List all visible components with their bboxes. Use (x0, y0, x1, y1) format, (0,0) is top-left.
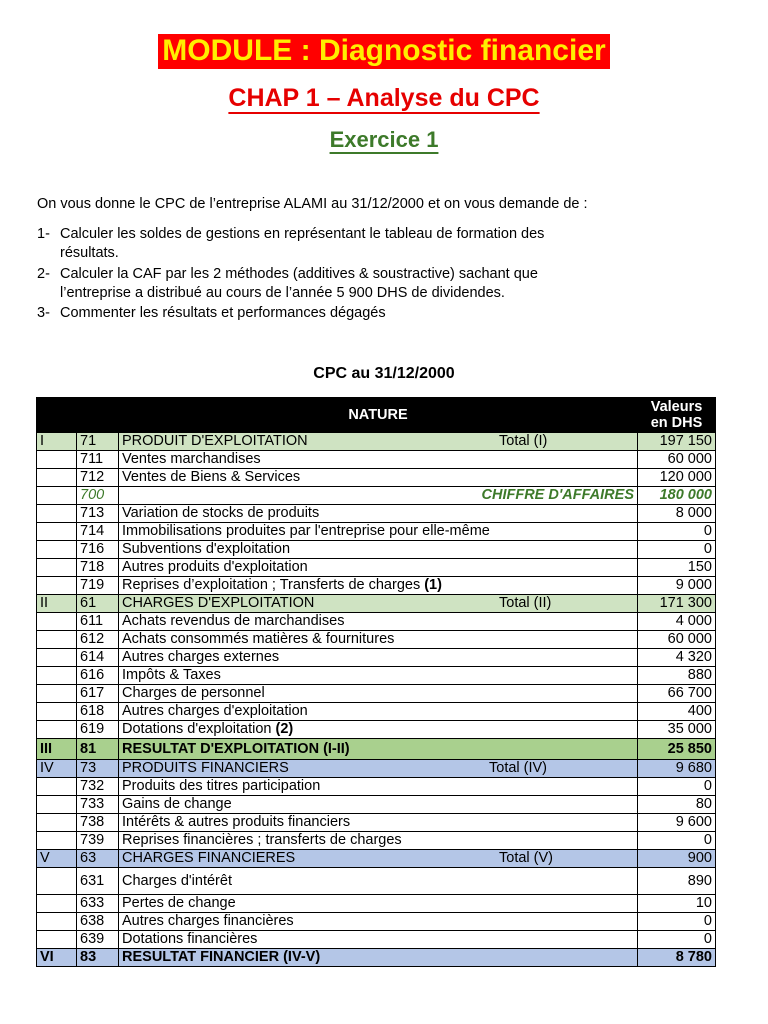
row-roman (37, 685, 77, 703)
row-value: 35 000 (638, 721, 716, 739)
row-code: 71 (77, 433, 119, 451)
page-title: MODULE : Diagnostic financier (158, 34, 609, 69)
row-code: 719 (77, 577, 119, 595)
row-value: 171 300 (638, 595, 716, 613)
table-row (37, 649, 716, 667)
row-roman (37, 541, 77, 559)
row-code: 700 (77, 487, 119, 505)
table-row (37, 832, 716, 850)
row-value: 9 600 (638, 814, 716, 832)
row-label: Autres charges d'exploitation (122, 703, 308, 719)
value-header: Valeurs en DHS (638, 398, 716, 433)
row-code: 714 (77, 523, 119, 541)
row-roman (37, 721, 77, 739)
table-row (37, 541, 716, 559)
row-label: Ventes de Biens & Services (122, 469, 301, 485)
row-label: RESULTAT FINANCIER (IV-V) (122, 949, 321, 965)
row-label: Variation de stocks de produits (122, 505, 320, 521)
row-label: Charges de personnel (122, 685, 265, 701)
row-label: Dotations financières (122, 931, 258, 947)
row-code: 611 (77, 613, 119, 631)
row-label: CHIFFRE D'AFFAIRES (481, 487, 634, 503)
row-value: 80 (638, 796, 716, 814)
row-roman (37, 832, 77, 850)
row-total-label: Total (I) (499, 433, 548, 449)
table-row (37, 469, 716, 487)
table-row (37, 685, 716, 703)
row-code: 712 (77, 469, 119, 487)
row-roman (37, 559, 77, 577)
row-code: 732 (77, 778, 119, 796)
row-value: 880 (638, 667, 716, 685)
row-value: 0 (638, 523, 716, 541)
title-banner (0, 34, 768, 69)
table-row (37, 949, 716, 967)
row-value: 4 320 (638, 649, 716, 667)
row-roman (37, 778, 77, 796)
row-value: 150 (638, 559, 716, 577)
row-roman: IV (37, 760, 77, 778)
row-value: 120 000 (638, 469, 716, 487)
row-roman (37, 913, 77, 931)
row-value: 8 780 (638, 949, 716, 967)
row-roman (37, 667, 77, 685)
row-code: 718 (77, 559, 119, 577)
row-roman (37, 523, 77, 541)
row-label: Charges d'intérêt (122, 873, 232, 889)
table-row (37, 868, 716, 895)
row-label: RESULTAT D'EXPLOITATION (I-II) (122, 740, 350, 757)
row-code: 633 (77, 895, 119, 913)
row-roman (37, 469, 77, 487)
row-value: 0 (638, 778, 716, 796)
table-row (37, 778, 716, 796)
row-value: 9 680 (638, 760, 716, 778)
row-roman (37, 931, 77, 949)
row-value: 890 (638, 868, 716, 895)
cpc-table (36, 397, 716, 967)
row-label: Immobilisations produites par l'entreprise pour elle-même (122, 523, 490, 539)
row-total-label: Total (V) (499, 850, 553, 866)
row-value: 180 000 (638, 487, 716, 505)
nature-header: NATURE (119, 398, 638, 433)
row-code: 81 (77, 739, 119, 760)
table-row (37, 931, 716, 949)
row-label: Dotations d'exploitation (122, 721, 272, 737)
row-roman (37, 895, 77, 913)
row-value: 0 (638, 832, 716, 850)
table-row (37, 595, 716, 613)
row-label: Achats consommés matières & fournitures (122, 631, 395, 647)
row-roman (37, 451, 77, 469)
row-roman (37, 577, 77, 595)
row-code: 617 (77, 685, 119, 703)
row-code: 73 (77, 760, 119, 778)
row-value: 0 (638, 913, 716, 931)
row-roman (37, 703, 77, 721)
row-label: Autres charges externes (122, 649, 280, 665)
table-row (37, 523, 716, 541)
row-label: PRODUITS FINANCIERS (122, 760, 289, 776)
row-roman (37, 649, 77, 667)
row-code: 638 (77, 913, 119, 931)
row-value: 8 000 (638, 505, 716, 523)
table-row (37, 487, 716, 505)
row-value: 197 150 (638, 433, 716, 451)
table-row (37, 703, 716, 721)
table-row (37, 451, 716, 469)
row-roman (37, 505, 77, 523)
row-roman (37, 814, 77, 832)
row-label: Reprises d’exploitation ; Transferts de charges (122, 577, 421, 593)
row-label: Autres charges financières (122, 913, 294, 929)
row-label: CHARGES FINANCIERES (122, 850, 296, 866)
row-value: 25 850 (638, 739, 716, 760)
table-row (37, 814, 716, 832)
row-code: 618 (77, 703, 119, 721)
table-row (37, 895, 716, 913)
row-note: (2) (275, 721, 294, 737)
table-row (37, 559, 716, 577)
table-row (37, 796, 716, 814)
row-roman: V (37, 850, 77, 868)
row-label: Gains de change (122, 796, 232, 812)
row-roman: I (37, 433, 77, 451)
table-row (37, 577, 716, 595)
exercise-heading: Exercice 1 (329, 127, 439, 152)
table-row (37, 739, 716, 760)
table-row (37, 667, 716, 685)
row-note: (1) (424, 577, 442, 593)
row-roman: II (37, 595, 77, 613)
row-label: Reprises financières ; transferts de charges (122, 832, 402, 848)
row-code: 733 (77, 796, 119, 814)
row-roman (37, 796, 77, 814)
row-code: 711 (77, 451, 119, 469)
row-label: Intérêts & autres produits financiers (122, 814, 351, 830)
row-code: 614 (77, 649, 119, 667)
row-value: 60 000 (638, 631, 716, 649)
table-row (37, 613, 716, 631)
table-row (37, 505, 716, 523)
row-value: 400 (638, 703, 716, 721)
row-total-label: Total (IV) (489, 760, 548, 776)
row-roman: III (37, 739, 77, 760)
row-code: 612 (77, 631, 119, 649)
row-code: 63 (77, 850, 119, 868)
row-label: CHARGES D'EXPLOITATION (122, 595, 315, 611)
row-code: 738 (77, 814, 119, 832)
row-label: Achats revendus de marchandises (122, 613, 345, 629)
row-value: 66 700 (638, 685, 716, 703)
row-value: 0 (638, 931, 716, 949)
row-roman (37, 487, 77, 505)
cpc-title: CPC au 31/12/2000 (313, 365, 455, 382)
row-code: 619 (77, 721, 119, 739)
row-code: 716 (77, 541, 119, 559)
row-roman (37, 613, 77, 631)
row-value: 60 000 (638, 451, 716, 469)
chapter-heading: CHAP 1 – Analyse du CPC (228, 84, 540, 112)
row-value: 9 000 (638, 577, 716, 595)
row-roman (37, 631, 77, 649)
row-label: Impôts & Taxes (122, 667, 221, 683)
table-header (37, 398, 716, 433)
row-code: 61 (77, 595, 119, 613)
row-value: 900 (638, 850, 716, 868)
row-code: 639 (77, 931, 119, 949)
row-label: Produits des titres participation (122, 778, 321, 794)
row-label: PRODUIT D'EXPLOITATION (122, 433, 308, 449)
row-value: 10 (638, 895, 716, 913)
row-code: 616 (77, 667, 119, 685)
row-label: Subventions d'exploitation (122, 541, 291, 557)
table-row (37, 721, 716, 739)
row-value: 0 (638, 541, 716, 559)
row-code: 631 (77, 868, 119, 895)
row-value: 4 000 (638, 613, 716, 631)
row-code: 83 (77, 949, 119, 967)
row-total-label: Total (II) (499, 595, 552, 611)
row-label: Autres produits d'exploitation (122, 559, 308, 575)
row-roman: VI (37, 949, 77, 967)
row-label: Ventes marchandises (122, 451, 261, 467)
table-row (37, 433, 716, 451)
table-row (37, 913, 716, 931)
intro-text: On vous donne le CPC de l’entreprise ALAMI au 31/12/2000 et on vous demande de : (37, 196, 588, 212)
row-code: 713 (77, 505, 119, 523)
row-code: 739 (77, 832, 119, 850)
table-row (37, 850, 716, 868)
row-roman (37, 868, 77, 895)
table-row (37, 631, 716, 649)
table-row (37, 760, 716, 778)
row-label: Pertes de change (122, 895, 236, 911)
